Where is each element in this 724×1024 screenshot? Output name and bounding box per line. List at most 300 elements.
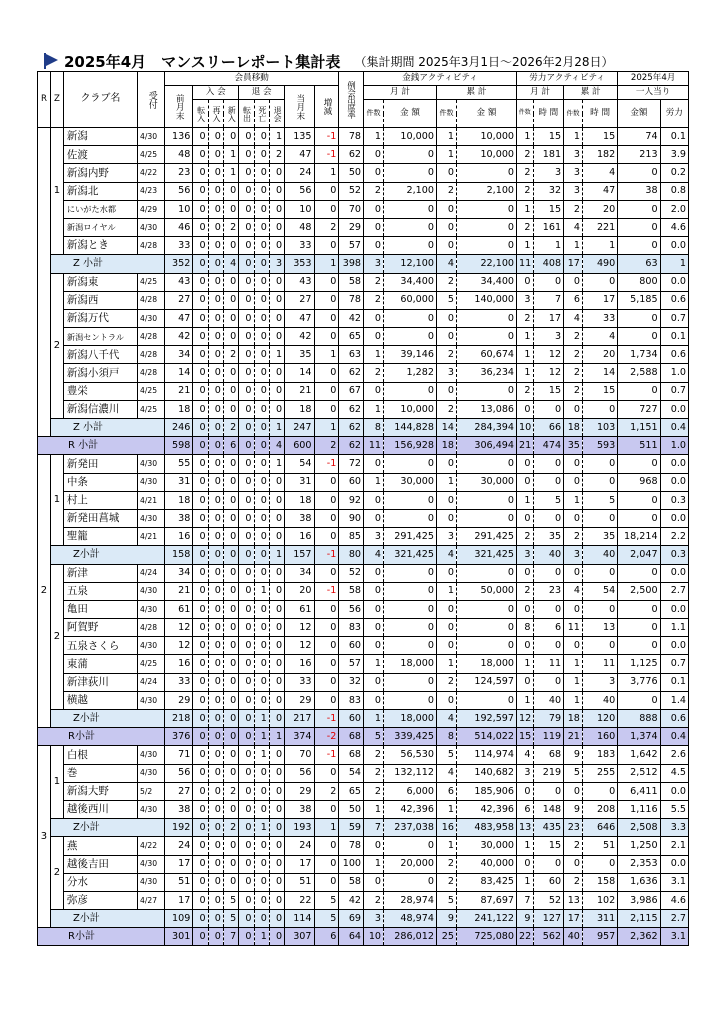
cell-labor-month-hours: 148	[533, 800, 564, 818]
cell-money-cum-amount: 60,674	[456, 346, 516, 364]
cell-change: 0	[314, 491, 339, 509]
cell-attendance: 64	[339, 928, 364, 946]
cell-transfer-out: 0	[239, 855, 254, 873]
cell-attendance: 58	[339, 873, 364, 891]
cell-change: 0	[314, 873, 339, 891]
cell-prev: 55	[165, 455, 193, 473]
cell-labor-month-count: 0	[517, 855, 533, 873]
cell-money-month-count: 0	[364, 509, 384, 527]
cell-re-join: 0	[208, 928, 223, 946]
cell-pp-labor: 4.5	[660, 764, 688, 782]
cell-attendance: 72	[339, 455, 364, 473]
cell-money-cum-count: 0	[436, 164, 456, 182]
cell-resign: 0	[269, 364, 284, 382]
cell-money-month-amount: 42,396	[384, 800, 437, 818]
cell-current: 14	[285, 364, 314, 382]
cell-money-cum-amount: 483,958	[456, 819, 516, 837]
cell-prev: 136	[165, 128, 193, 146]
cell-money-cum-count: 3	[436, 364, 456, 382]
cell-transfer-in: 0	[193, 346, 208, 364]
cell-labor-month-count: 1	[517, 655, 533, 673]
cell-pp-amount: 0	[618, 491, 660, 509]
cell-money-month-count: 0	[364, 873, 384, 891]
club-row	[38, 746, 689, 764]
cell-prev: 14	[165, 364, 193, 382]
cell-transfer-out: 0	[239, 346, 254, 364]
cell-pp-labor: 2.1	[660, 837, 688, 855]
header-resign: 退会	[269, 100, 284, 128]
cell-pp-labor: 5.5	[660, 800, 688, 818]
cell-resign: 0	[269, 600, 284, 618]
cell-current: 61	[285, 600, 314, 618]
cell-labor-cum-hours: 0	[582, 455, 617, 473]
cell-current: 56	[285, 182, 314, 200]
cell-new-join: 0	[223, 873, 238, 891]
zone-subtotal-row	[38, 255, 689, 273]
cell-money-cum-amount: 42,396	[456, 800, 516, 818]
cell-money-month-count: 1	[364, 855, 384, 873]
cell-labor-cum-hours: 4	[582, 328, 617, 346]
cell-labor-month-count: 12	[517, 710, 533, 728]
cell-new-join: 0	[223, 564, 238, 582]
club-row	[38, 218, 689, 236]
cell-labor-cum-hours: 13	[582, 619, 617, 637]
cell-new-join: 2	[223, 419, 238, 437]
cell-money-month-count: 5	[364, 728, 384, 746]
cell-re-join: 0	[208, 218, 223, 236]
cell-resign: 0	[269, 655, 284, 673]
cell-labor-month-count: 1	[517, 237, 533, 255]
cell-labor-month-hours: 11	[533, 655, 564, 673]
cell-money-cum-amount: 10,000	[456, 128, 516, 146]
cell-labor-cum-hours: 15	[582, 382, 617, 400]
cell-transfer-in: 0	[193, 400, 208, 418]
cell-labor-month-hours: 474	[533, 437, 564, 455]
cell-money-cum-count: 1	[436, 800, 456, 818]
cell-new-join: 0	[223, 855, 238, 873]
cell-death: 0	[254, 128, 269, 146]
cell-money-month-count: 0	[364, 691, 384, 709]
cell-current: 31	[285, 473, 314, 491]
cell-pp-amount: 0	[618, 619, 660, 637]
cell-labor-month-count: 22	[517, 928, 533, 946]
header-money: 金銭アクティビティ	[364, 72, 517, 86]
cell-current: 157	[285, 546, 314, 564]
report-table	[37, 71, 689, 946]
cell-money-month-amount: 28,974	[384, 891, 437, 909]
accept-date: 4/21	[138, 491, 165, 509]
club-row	[38, 891, 689, 909]
cell-current: 217	[285, 710, 314, 728]
cell-transfer-out: 0	[239, 873, 254, 891]
cell-attendance: 56	[339, 600, 364, 618]
club-row	[38, 855, 689, 873]
cell-transfer-out: 0	[239, 455, 254, 473]
accept-date: 4/30	[138, 855, 165, 873]
cell-re-join: 0	[208, 455, 223, 473]
header-current: 当月末	[285, 86, 314, 128]
cell-attendance: 62	[339, 437, 364, 455]
accept-date: 4/25	[138, 400, 165, 418]
cell-new-join: 0	[223, 328, 238, 346]
cell-resign: 0	[269, 164, 284, 182]
club-name: 新発田菖城	[63, 509, 137, 527]
cell-re-join: 0	[208, 273, 223, 291]
cell-money-month-amount: 0	[384, 691, 437, 709]
cell-money-cum-amount: 83,425	[456, 873, 516, 891]
accept-date: 4/24	[138, 564, 165, 582]
cell-money-month-count: 2	[364, 364, 384, 382]
cell-change: 0	[314, 291, 339, 309]
cell-change: 0	[314, 309, 339, 327]
cell-money-month-amount: 18,000	[384, 655, 437, 673]
cell-money-month-amount: 0	[384, 619, 437, 637]
cell-labor-month-count: 0	[517, 782, 533, 800]
cell-prev: 218	[165, 710, 193, 728]
cell-resign: 0	[269, 873, 284, 891]
cell-money-cum-count: 1	[436, 146, 456, 164]
cell-money-month-count: 0	[364, 200, 384, 218]
cell-pp-labor: 0.2	[660, 164, 688, 182]
cell-labor-cum-count: 11	[564, 619, 583, 637]
cell-re-join: 0	[208, 637, 223, 655]
cell-new-join: 0	[223, 364, 238, 382]
cell-money-month-amount: 0	[384, 837, 437, 855]
header-hours-1: 時 間	[533, 100, 564, 128]
cell-transfer-out: 0	[239, 746, 254, 764]
cell-labor-cum-hours: 35	[582, 528, 617, 546]
cell-re-join: 0	[208, 582, 223, 600]
cell-attendance: 58	[339, 582, 364, 600]
cell-death: 0	[254, 509, 269, 527]
cell-transfer-out: 0	[239, 582, 254, 600]
cell-change: 0	[314, 364, 339, 382]
cell-death: 0	[254, 346, 269, 364]
cell-labor-month-count: 3	[517, 546, 533, 564]
cell-resign: 0	[269, 837, 284, 855]
cell-money-month-amount: 144,828	[384, 419, 437, 437]
cell-labor-cum-count: 13	[564, 891, 583, 909]
cell-pp-amount: 2,588	[618, 364, 660, 382]
zone-subtotal-row	[38, 710, 689, 728]
cell-pp-labor: 0.7	[660, 382, 688, 400]
cell-money-month-amount: 0	[384, 564, 437, 582]
cell-money-cum-amount: 36,234	[456, 364, 516, 382]
cell-change: 0	[314, 237, 339, 255]
cell-new-join: 0	[223, 546, 238, 564]
cell-pp-labor: 0.8	[660, 182, 688, 200]
cell-labor-month-hours: 52	[533, 891, 564, 909]
cell-current: 33	[285, 673, 314, 691]
cell-change: 0	[314, 637, 339, 655]
cell-attendance: 62	[339, 419, 364, 437]
cell-new-join: 0	[223, 619, 238, 637]
header-count-2: 件数	[436, 100, 456, 128]
cell-re-join: 0	[208, 564, 223, 582]
cell-pp-amount: 1,374	[618, 728, 660, 746]
zone-number: 1	[50, 128, 63, 255]
club-row	[38, 655, 689, 673]
cell-current: 54	[285, 455, 314, 473]
cell-labor-cum-count: 0	[564, 473, 583, 491]
cell-resign: 0	[269, 637, 284, 655]
cell-pp-amount: 1,125	[618, 655, 660, 673]
cell-labor-month-count: 13	[517, 819, 533, 837]
cell-pp-labor: 0.0	[660, 637, 688, 655]
cell-re-join: 0	[208, 837, 223, 855]
cell-resign: 1	[269, 128, 284, 146]
club-row	[38, 291, 689, 309]
cell-attendance: 59	[339, 819, 364, 837]
cell-new-join: 0	[223, 237, 238, 255]
cell-labor-month-hours: 68	[533, 746, 564, 764]
cell-new-join: 0	[223, 200, 238, 218]
cell-labor-month-hours: 66	[533, 419, 564, 437]
cell-transfer-out: 0	[239, 800, 254, 818]
cell-labor-month-hours: 0	[533, 400, 564, 418]
club-row	[38, 673, 689, 691]
cell-attendance: 78	[339, 291, 364, 309]
cell-money-month-count: 11	[364, 437, 384, 455]
cell-transfer-in: 0	[193, 273, 208, 291]
club-name: 佐渡	[63, 146, 137, 164]
cell-labor-cum-hours: 160	[582, 728, 617, 746]
cell-attendance: 50	[339, 164, 364, 182]
cell-prev: 56	[165, 182, 193, 200]
cell-money-month-amount: 0	[384, 146, 437, 164]
cell-new-join: 0	[223, 637, 238, 655]
region-subtotal-label: R小計	[38, 928, 165, 946]
cell-resign: 0	[269, 855, 284, 873]
cell-money-cum-count: 14	[436, 419, 456, 437]
cell-change: 1	[314, 346, 339, 364]
accept-date: 4/28	[138, 619, 165, 637]
cell-money-month-count: 2	[364, 273, 384, 291]
accept-date: 4/28	[138, 346, 165, 364]
cell-money-month-amount: 10,000	[384, 400, 437, 418]
cell-new-join: 0	[223, 582, 238, 600]
cell-transfer-in: 0	[193, 564, 208, 582]
cell-money-month-count: 2	[364, 764, 384, 782]
cell-resign: 0	[269, 528, 284, 546]
club-row	[38, 873, 689, 891]
cell-labor-cum-hours: 0	[582, 600, 617, 618]
cell-money-month-amount: 339,425	[384, 728, 437, 746]
club-row	[38, 600, 689, 618]
cell-transfer-out: 0	[239, 764, 254, 782]
cell-money-cum-amount: 514,022	[456, 728, 516, 746]
cell-money-month-amount: 286,012	[384, 928, 437, 946]
header-labor: 労力アクティビティ	[517, 72, 618, 86]
cell-transfer-in: 0	[193, 800, 208, 818]
cell-current: 47	[285, 146, 314, 164]
cell-labor-month-hours: 15	[533, 837, 564, 855]
cell-labor-cum-count: 3	[564, 182, 583, 200]
cell-pp-labor: 0.6	[660, 291, 688, 309]
cell-pp-amount: 0	[618, 455, 660, 473]
cell-resign: 0	[269, 928, 284, 946]
cell-current: 22	[285, 891, 314, 909]
cell-attendance: 42	[339, 309, 364, 327]
club-name: にいがた水都	[63, 200, 137, 218]
cell-transfer-out: 0	[239, 691, 254, 709]
cell-money-month-amount: 12,100	[384, 255, 437, 273]
flag-icon	[44, 53, 58, 69]
cell-attendance: 69	[339, 910, 364, 928]
cell-money-cum-count: 4	[436, 764, 456, 782]
cell-money-cum-amount: 0	[456, 509, 516, 527]
cell-current: 51	[285, 873, 314, 891]
cell-pp-amount: 2,353	[618, 855, 660, 873]
cell-labor-cum-count: 0	[564, 600, 583, 618]
cell-labor-month-count: 1	[517, 491, 533, 509]
cell-transfer-out: 0	[239, 364, 254, 382]
accept-date: 4/28	[138, 364, 165, 382]
cell-labor-cum-count: 6	[564, 291, 583, 309]
cell-labor-month-count: 2	[517, 528, 533, 546]
header-accept: 受付	[138, 72, 165, 128]
cell-labor-month-hours: 0	[533, 855, 564, 873]
club-row	[38, 346, 689, 364]
cell-prev: 17	[165, 855, 193, 873]
cell-money-month-amount: 1,282	[384, 364, 437, 382]
header-pp-amount: 金額	[618, 100, 660, 128]
cell-pp-labor: 0.0	[660, 473, 688, 491]
cell-re-join: 0	[208, 491, 223, 509]
cell-transfer-in: 0	[193, 837, 208, 855]
cell-pp-amount: 1,250	[618, 837, 660, 855]
cell-pp-labor: 3.9	[660, 146, 688, 164]
cell-labor-month-count: 1	[517, 691, 533, 709]
cell-transfer-out: 0	[239, 819, 254, 837]
cell-pp-amount: 1,636	[618, 873, 660, 891]
cell-pp-amount: 18,214	[618, 528, 660, 546]
header-leave: 退 会	[239, 86, 285, 100]
cell-prev: 16	[165, 528, 193, 546]
cell-death: 0	[254, 764, 269, 782]
accept-date: 4/30	[138, 600, 165, 618]
club-row	[38, 509, 689, 527]
accept-date: 4/30	[138, 455, 165, 473]
cell-transfer-out: 0	[239, 637, 254, 655]
cell-pp-amount: 0	[618, 200, 660, 218]
cell-new-join: 0	[223, 309, 238, 327]
cell-resign: 0	[269, 309, 284, 327]
cell-money-cum-count: 2	[436, 346, 456, 364]
cell-resign: 0	[269, 509, 284, 527]
cell-labor-cum-hours: 3	[582, 673, 617, 691]
cell-labor-cum-count: 1	[564, 128, 583, 146]
cell-change: 2	[314, 437, 339, 455]
cell-pp-labor: 0.0	[660, 509, 688, 527]
cell-labor-cum-hours: 0	[582, 637, 617, 655]
cell-resign: 0	[269, 619, 284, 637]
cell-change: 6	[314, 928, 339, 946]
cell-current: 17	[285, 855, 314, 873]
cell-transfer-out: 0	[239, 546, 254, 564]
cell-attendance: 70	[339, 200, 364, 218]
cell-death: 1	[254, 746, 269, 764]
cell-money-cum-count: 16	[436, 819, 456, 837]
club-name: 越後吉田	[63, 855, 137, 873]
cell-death: 0	[254, 837, 269, 855]
cell-new-join: 0	[223, 491, 238, 509]
cell-change: 1	[314, 419, 339, 437]
cell-attendance: 63	[339, 346, 364, 364]
cell-labor-cum-hours: 221	[582, 218, 617, 236]
cell-change: 0	[314, 691, 339, 709]
cell-labor-cum-count: 2	[564, 364, 583, 382]
cell-transfer-out: 0	[239, 382, 254, 400]
cell-new-join: 2	[223, 346, 238, 364]
cell-labor-cum-hours: 20	[582, 346, 617, 364]
cell-death: 0	[254, 619, 269, 637]
cell-change: 0	[314, 800, 339, 818]
cell-money-cum-amount: 87,697	[456, 891, 516, 909]
cell-attendance: 90	[339, 509, 364, 527]
cell-labor-cum-count: 2	[564, 837, 583, 855]
cell-pp-labor: 0.0	[660, 855, 688, 873]
cell-money-cum-count: 1	[436, 473, 456, 491]
region-subtotal-row	[38, 437, 689, 455]
cell-death: 1	[254, 819, 269, 837]
club-row	[38, 309, 689, 327]
cell-re-join: 0	[208, 746, 223, 764]
cell-money-cum-amount: 0	[456, 218, 516, 236]
cell-death: 1	[254, 728, 269, 746]
zone-number: 2	[50, 837, 63, 910]
cell-money-month-count: 1	[364, 710, 384, 728]
cell-death: 0	[254, 273, 269, 291]
cell-current: 18	[285, 491, 314, 509]
accept-date: 4/24	[138, 673, 165, 691]
cell-current: 47	[285, 309, 314, 327]
cell-current: 193	[285, 819, 314, 837]
accept-date: 4/30	[138, 746, 165, 764]
cell-current: 43	[285, 273, 314, 291]
cell-money-cum-amount: 140,000	[456, 291, 516, 309]
title-period: （集計期間 2025年3月1日～2026年2月28日）	[354, 54, 614, 69]
cell-transfer-in: 0	[193, 437, 208, 455]
cell-money-month-count: 0	[364, 637, 384, 655]
cell-transfer-out: 0	[239, 619, 254, 637]
cell-money-month-count: 0	[364, 619, 384, 637]
cell-labor-cum-count: 3	[564, 146, 583, 164]
cell-prev: 38	[165, 509, 193, 527]
cell-labor-cum-hours: 20	[582, 200, 617, 218]
cell-money-cum-count: 5	[436, 291, 456, 309]
cell-prev: 21	[165, 382, 193, 400]
cell-labor-cum-count: 0	[564, 782, 583, 800]
cell-labor-cum-count: 1	[564, 655, 583, 673]
club-name: 亀田	[63, 600, 137, 618]
cell-pp-amount: 2,115	[618, 910, 660, 928]
cell-labor-cum-hours: 0	[582, 273, 617, 291]
cell-transfer-in: 0	[193, 928, 208, 946]
cell-labor-month-count: 0	[517, 400, 533, 418]
cell-new-join: 0	[223, 382, 238, 400]
cell-money-cum-count: 18	[436, 437, 456, 455]
cell-prev: 192	[165, 819, 193, 837]
club-name: 中条	[63, 473, 137, 491]
cell-money-cum-count: 2	[436, 182, 456, 200]
cell-transfer-out: 0	[239, 473, 254, 491]
cell-re-join: 0	[208, 182, 223, 200]
cell-re-join: 0	[208, 891, 223, 909]
cell-labor-cum-count: 4	[564, 309, 583, 327]
cell-change: 0	[314, 619, 339, 637]
cell-change: -1	[314, 146, 339, 164]
